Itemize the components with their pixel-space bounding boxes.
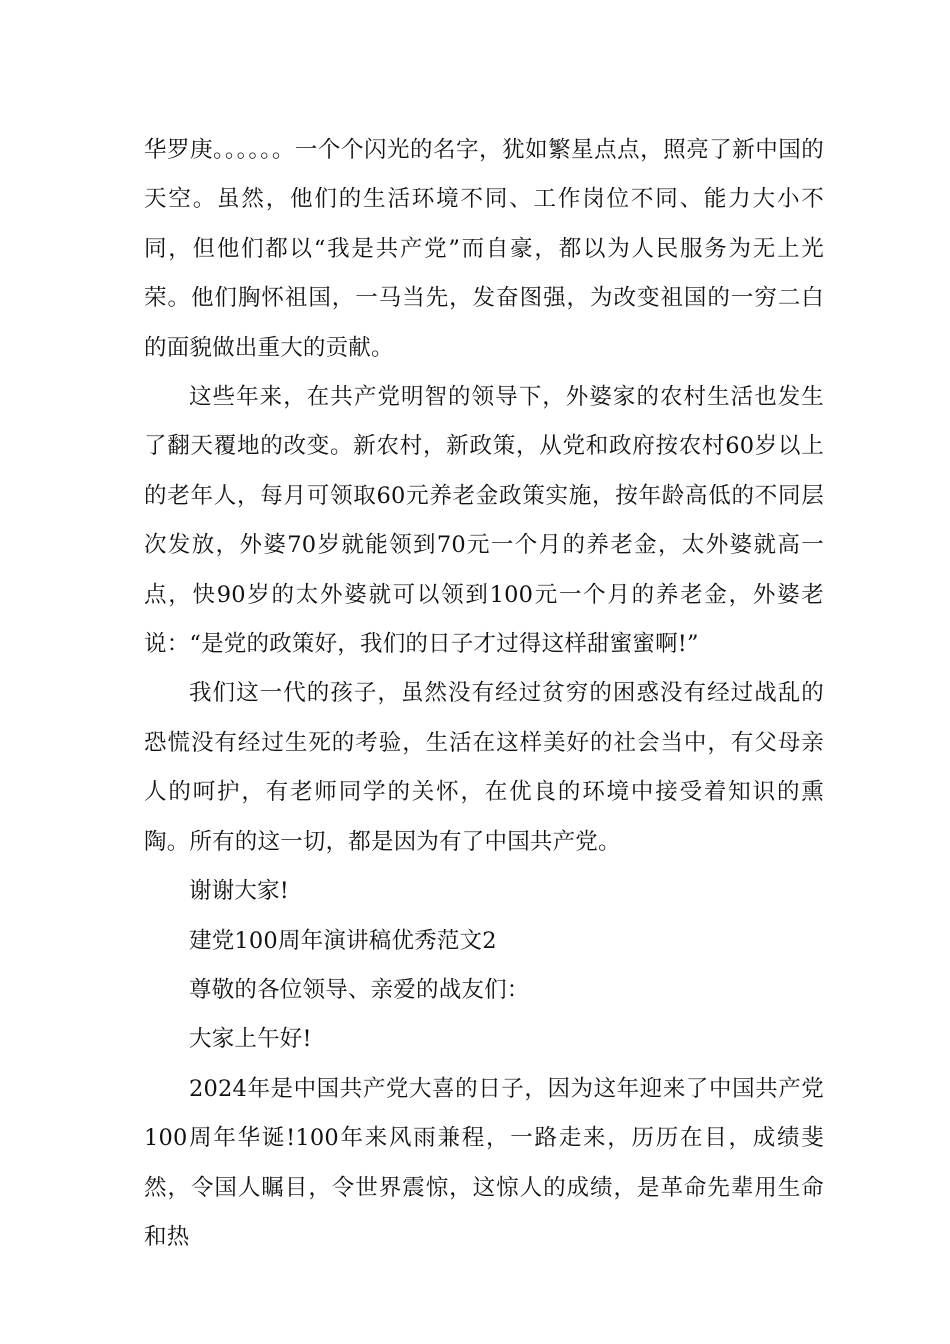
- paragraph-heroes: 华罗庚。。。。。。一个个闪光的名字，犹如繁星点点，照亮了新中国的天空。虽然，他们的生活环境不同、工作岗位不同、能力大小不同，但他们都以“我是共产党”而自豪，都以为人民服务为无上光荣。他们胸怀祖国，一马当先，发奋图强，为改变祖国的一穷二白的面貌做出重大的贡献。: [144, 137, 824, 361]
- paragraph-anniversary: 2024年是中国共产党大喜的日子，因为这年迎来了中国共产党100周年华诞!100年来风雨兼程，一路走来，历历在目，成绩斐然，令国人瞩目，令世界震惊，这惊人的成绩，是革命先辈用生命和热: [144, 1075, 824, 1250]
- document-page: [144, 126, 824, 1262]
- section-heading: 建党100周年演讲稿优秀范文2: [189, 927, 497, 954]
- paragraph-village-changes: 这些年来，在共产党明智的领导下，外婆家的农村生活也发生了翻天覆地的改变。新农村，新政策，从党和政府按农村60岁以上的老年人，每月可领取60元养老金政策实施，按年龄高低的不同层次发放，外婆70岁就能领到70元一个月的养老金，太外婆就高一点，快90岁的太外婆就可以领到100元一个月的养老金，外婆老说：“是党的政策好，我们的日子才过得这样甜蜜蜜啊!”: [144, 384, 824, 658]
- paragraph-salutation: 尊敬的各位领导、亲爱的战友们：: [189, 976, 530, 1003]
- paragraph-thanks: 谢谢大家!: [189, 878, 290, 905]
- paragraph-our-generation: 我们这一代的孩子，虽然没有经过贫穷的困惑没有经过战乱的恐慌没有经过生死的考验，生活在这样美好的社会当中，有父母亲人的呵护，有老师同学的关怀，在优良的环境中接受着知识的熏陶。所有的这一切，都是因为有了中国共产党。: [144, 680, 824, 855]
- paragraph-greeting: 大家上午好!: [189, 1026, 312, 1053]
